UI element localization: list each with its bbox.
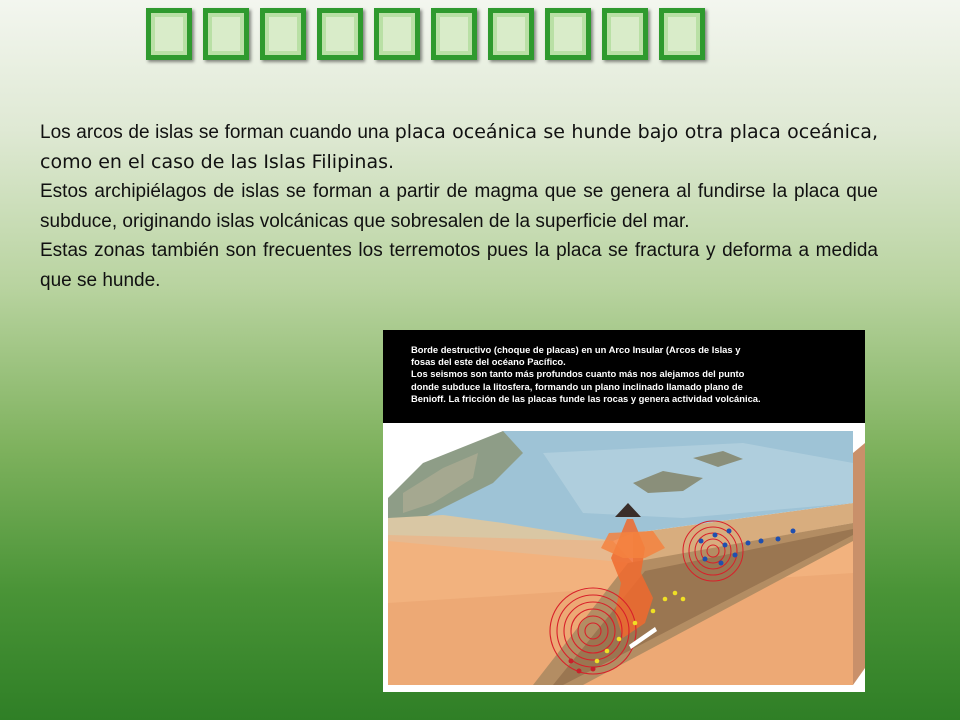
title-glyph-box xyxy=(203,8,249,60)
caption-line-5: Benioff. La fricción de las placas funde las rocas y genera actividad volcánica. xyxy=(411,392,761,404)
paragraph-1-start: Los arcos de islas se forman cuando una xyxy=(40,122,395,143)
title-glyph-box xyxy=(260,8,306,60)
body-text xyxy=(40,118,878,295)
caption-line-4: donde subduce la litosfera, formando un plano inclinado llamado plano de xyxy=(411,380,743,392)
caption-line-1: Borde destructivo (choque de placas) en un Arco Insular (Arcos de Islas y xyxy=(411,344,741,355)
diagram-caption xyxy=(383,330,865,423)
title-glyph-box xyxy=(146,8,192,60)
block-side-face xyxy=(853,443,865,685)
slide-title-glyphs xyxy=(146,8,705,60)
paragraph-1-emphasis: placa oceánica se hunde bajo otra placa oceánica, como en el caso de las Islas Filipinas. xyxy=(40,121,878,173)
title-glyph-box xyxy=(659,8,705,60)
block-diagram-illustration xyxy=(383,423,865,692)
title-glyph-box xyxy=(545,8,591,60)
title-glyph-box xyxy=(317,8,363,60)
title-glyph-box xyxy=(431,8,477,60)
title-glyph-box xyxy=(488,8,534,60)
subduction-diagram xyxy=(383,330,865,692)
paragraph-earthquakes: Estas zonas también son frecuentes los terremotos pues la placa se fractura y deforma a medida que se hunde. xyxy=(40,240,878,291)
title-glyph-box xyxy=(602,8,648,60)
paragraph-island-arcs xyxy=(40,118,878,177)
caption-line-2: fosas del este del océano Pacífico. xyxy=(411,356,566,368)
title-glyph-box xyxy=(374,8,420,60)
paragraph-archipelagos: Estos archipiélagos de islas se forman a partir de magma que se genera al fundirse la placa que subduce, originando islas volcánicas que sobresalen de la superficie del mar. xyxy=(40,181,878,232)
caption-line-3: Los seismos son tanto más profundos cuanto más nos alejamos del punto xyxy=(411,368,745,380)
